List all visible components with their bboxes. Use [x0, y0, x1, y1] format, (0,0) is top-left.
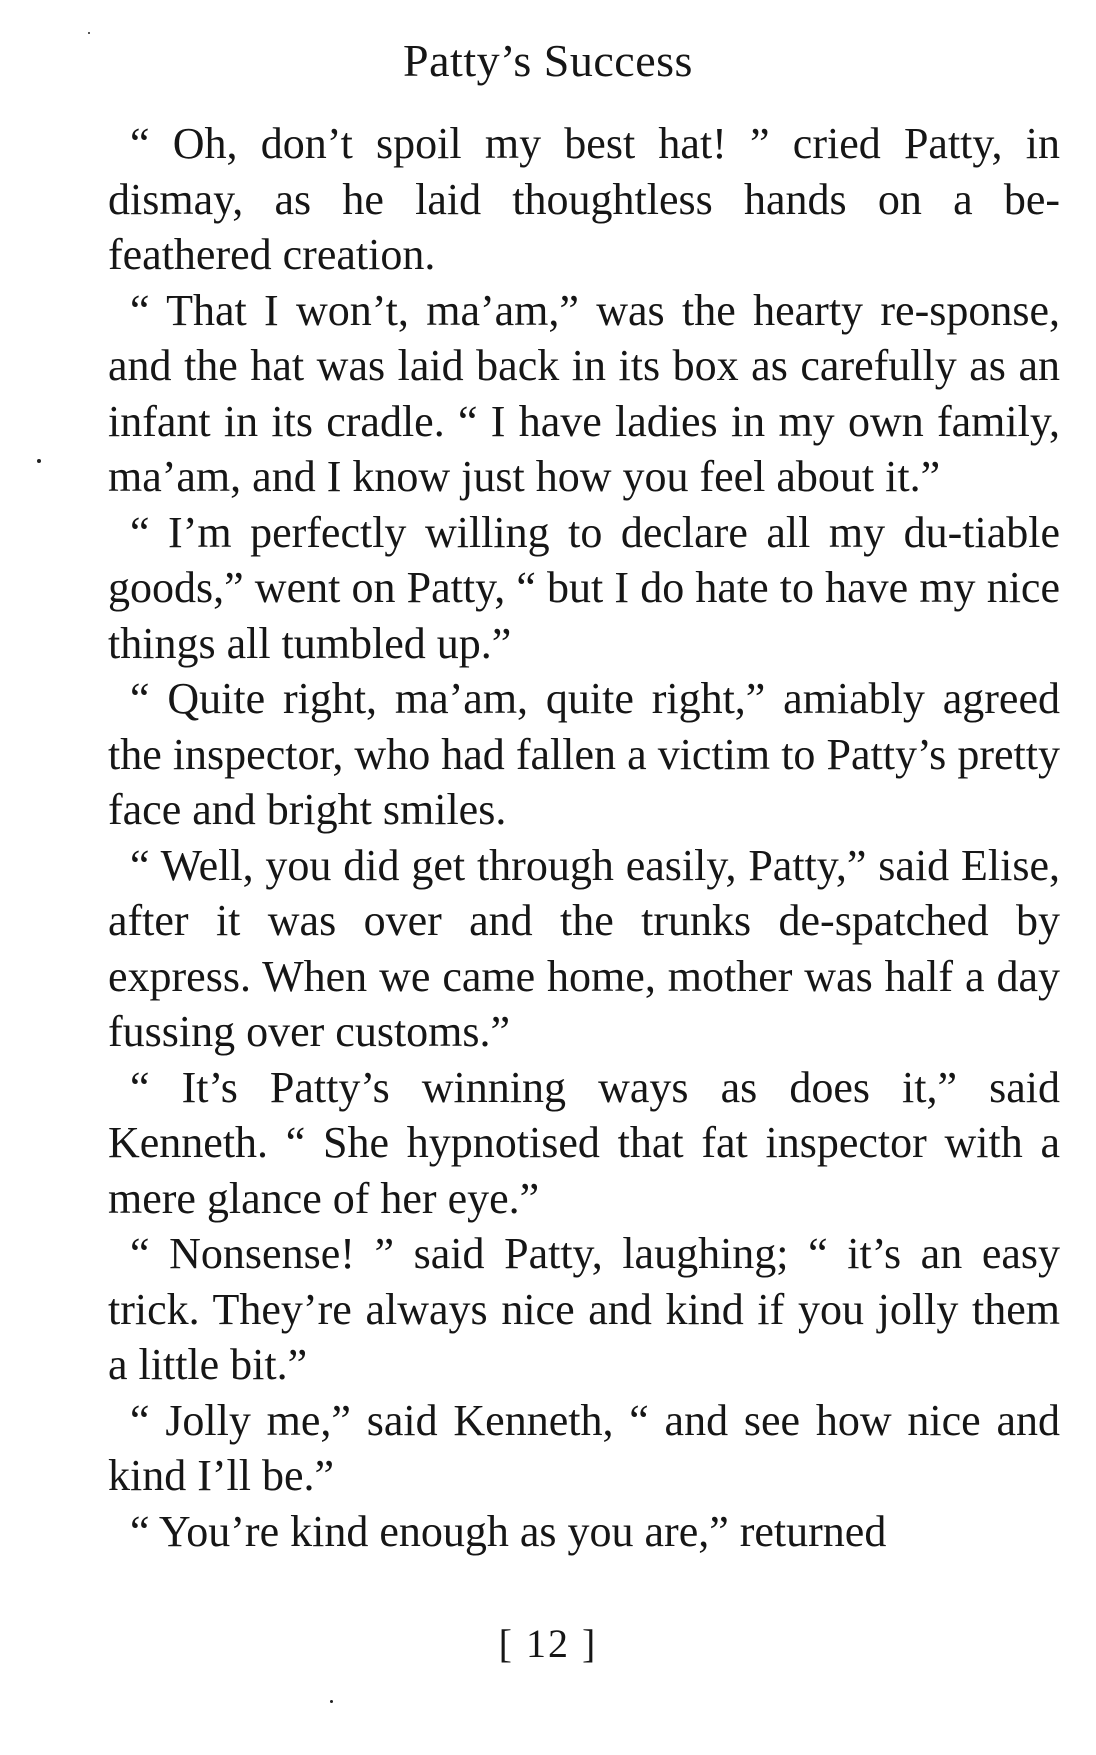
- paragraph: “ Well, you did get through easily, Patty,” said Elise, after it was over and the trunks de-spatched by express. When we came home, mother was half a day fussing over customs.”: [108, 840, 1060, 1056]
- ink-speck: [37, 459, 41, 463]
- paragraph: “ That I won’t, ma’am,” was the hearty re-sponse, and the hat was laid back in its box as carefully as an infant in its cradle. “ I have ladies in my own family, ma’am, and I know just how you feel about it.”: [108, 285, 1060, 501]
- ink-speck: [330, 1700, 333, 1703]
- body-text: [108, 116, 1060, 1559]
- paragraph: “ It’s Patty’s winning ways as does it,” said Kenneth. “ She hypnotised that fat inspector with a mere glance of her eye.”: [108, 1062, 1060, 1223]
- paragraph: “ Jolly me,” said Kenneth, “ and see how nice and kind I’ll be.”: [108, 1395, 1060, 1500]
- paragraph: “ Nonsense! ” said Patty, laughing; “ it’s an easy trick. They’re always nice and kind if you jolly them a little bit.”: [108, 1229, 1060, 1389]
- running-head: Patty’s Success: [403, 35, 693, 86]
- paragraph: “ You’re kind enough as you are,” returned: [130, 1506, 887, 1556]
- paragraph: “ I’m perfectly willing to declare all my du-tiable goods,” went on Patty, “ but I do hate to have my nice things all tumbled up.”: [108, 507, 1060, 668]
- paragraph: “ Quite right, ma’am, quite right,” amiably agreed the inspector, who had fallen a victim to Patty’s pretty face and bright smiles.: [108, 674, 1060, 834]
- paragraph: “ Oh, don’t spoil my best hat! ” cried Patty, in dismay, as he laid thoughtless hands on a be-feathered creation.: [108, 119, 1060, 279]
- page-number: [ 12 ]: [498, 1621, 598, 1666]
- ink-speck: [88, 32, 90, 34]
